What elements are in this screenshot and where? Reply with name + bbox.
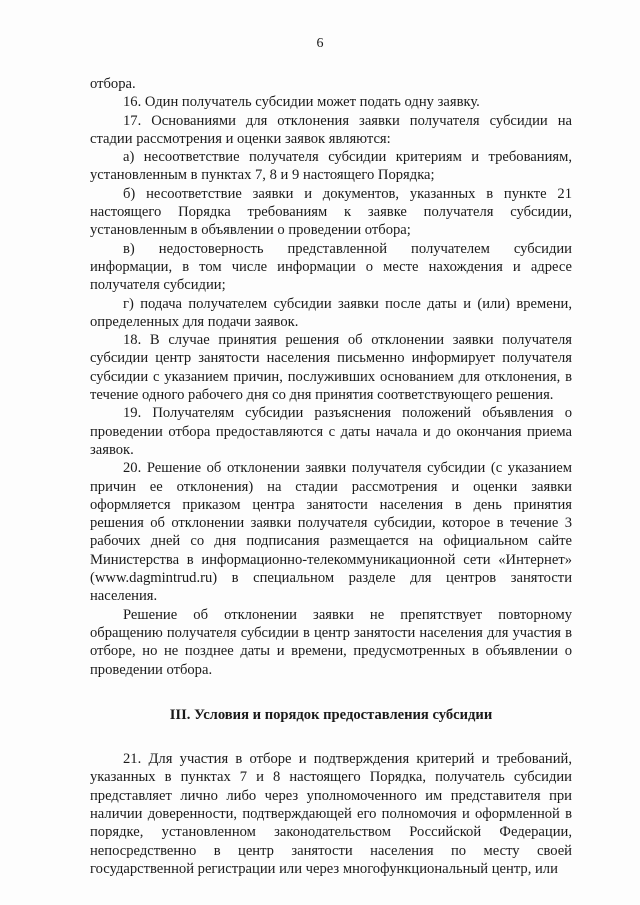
paragraph-16: 16. Один получатель субсидии может подать одну заявку.	[123, 94, 480, 111]
paragraph-21: 21. Для участия в отборе и подтверждения критерий и требований, указанных в пунктах 7 и 8 настоящего Порядка, получатель субсидии представляет лично либо через уполномоченного им представителя при наличии доверенности, подтверждающей его полномочия и оформленной в порядке, установленном законодательством Российской Федерации, непосредственно в центр занятости населения по месту своей государственной регистрации или через многофункциональный центр, или	[90, 751, 572, 877]
paragraph-17a: а) несоответствие получателя субсидии критериям и требованиям, установленным в пунктах 7, 8 и 9 настоящего Порядка;	[90, 149, 572, 184]
page-number: 6	[316, 36, 324, 51]
paragraph-20: 20. Решение об отклонении заявки получателя субсидии (с указанием причин ее отклонения) на стадии рассмотрения и оценки заявки оформляется приказом центра занятости населения в день принятия решения об отклонении заявки получателя субсидии, которое в течение 3 рабочих дней со дня подписания размещается на официальном сайте Министерства в информационно-телекоммуникационной сети «Интернет» (www.dagmintrud.ru) в специальном разделе для центров занятости населения.	[90, 460, 572, 605]
paragraph-18: 18. В случае принятия решения об отклонении заявки получателя субсидии центр занятости населения письменно информирует получателя субсидии с указанием причин, послуживших основанием для отклонения, в течение одного рабочего дня со дня принятия соответствующего решения.	[90, 332, 572, 404]
paragraph-continuation: отбора.	[90, 76, 136, 92]
document-body	[90, 75, 572, 878]
paragraph-20-continued: Решение об отклонении заявки не препятствует повторному обращению получателя субсидии в центр занятости населения для участия в отборе, но не позднее даты и времени, предусмотренных в объявлении о проведении отбора.	[90, 606, 572, 678]
paragraph-17: 17. Основаниями для отклонения заявки получателя субсидии на стадии рассмотрения и оценки заявок являются:	[90, 112, 572, 147]
paragraph-17v: в) недостоверность представленной получателем субсидии информации, в том числе информации о месте нахождения и адресе получателя субсидии;	[90, 240, 572, 294]
section-heading: III. Условия и порядок предоставления субсидии	[169, 706, 493, 723]
paragraph-19: 19. Получателям субсидии разъяснения положений объявления о проведении отбора предоставляются с даты начала и до окончания приема заявок.	[90, 405, 572, 458]
paragraph-17b: б) несоответствие заявки и документов, указанных в пункте 21 настоящего Порядка требованиям к заявке получателя субсидии, установленным в объявлении о проведении отбора;	[90, 185, 572, 239]
paragraph-17g: г) подача получателем субсидии заявки после даты и (или) времени, определенных для подачи заявок.	[90, 295, 572, 330]
